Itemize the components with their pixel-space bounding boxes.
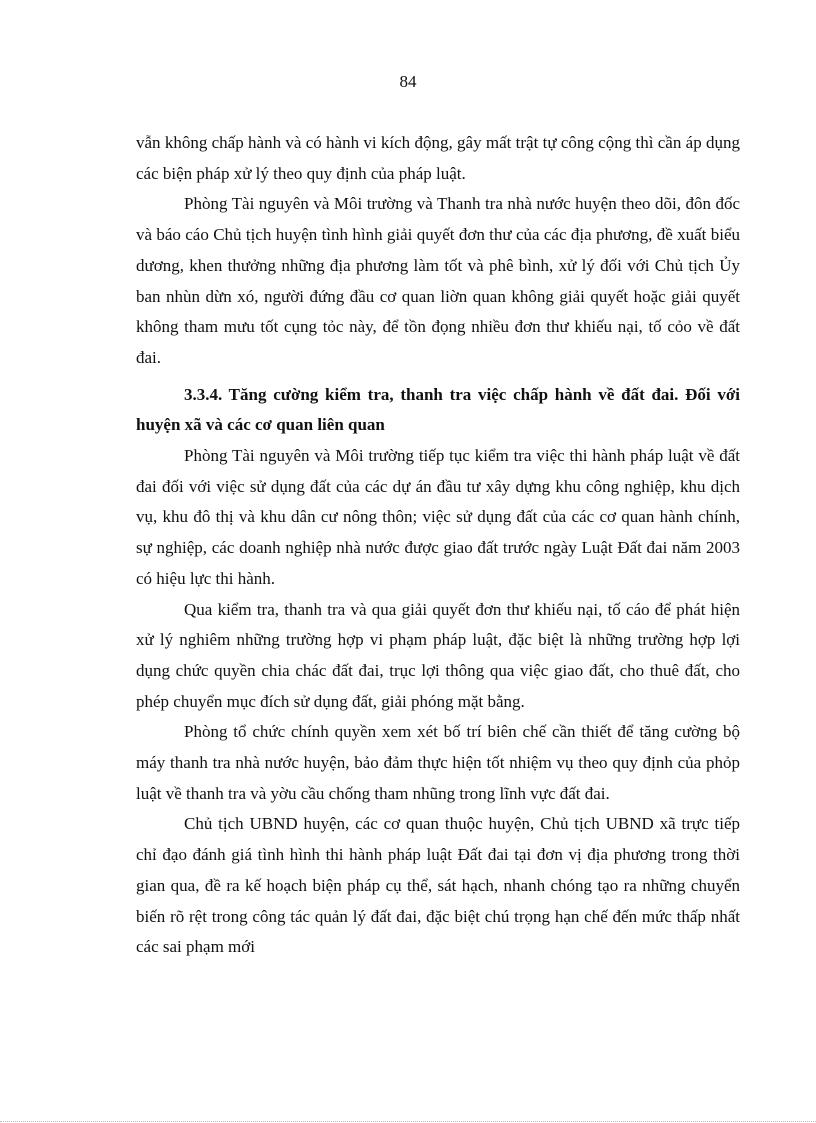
paragraph-violations: Qua kiểm tra, thanh tra và qua giải quyết đơn thư khiếu nại, tố cáo để phát hiện xử lý nghiêm những trường hợp vi phạm pháp luật, đặc biệt là những trường hợp lợi dụng chức quyền chia chác đất đai, trục lợi thông qua việc giao đất, cho thuê đất, cho phép chuyển mục đích sử dụng đất, giải phóng mặt bằng. xyxy=(136,599,740,711)
paragraph-monitoring: Phòng Tài nguyên và Môi trường và Thanh tra nhà nước huyện theo dõi, đôn đốc và báo cáo Chủ tịch huyện tình hình giải quyết đơn thư của các địa phương, đề xuất biểu dương, khen thưởng những địa phương làm tốt và phê bình, xử lý đối với Chủ tịch Ủy ban nhùn dừn xó, người đứng đầu cơ quan liờn quan không giải quyết hoặc giải quyết không tham mưu tốt cụng tỏc này, để tồn đọng nhiều đơn thư khiếu nại, tố cỏo về đất đai. xyxy=(136,194,740,367)
paragraph-continuation: vẫn không chấp hành và có hành vi kích động, gây mất trật tự công cộng thì cần áp dụng các biện pháp xử lý theo quy định của pháp luật. xyxy=(136,133,740,183)
document-body xyxy=(136,128,740,963)
section-heading: 3.3.4. Tăng cường kiểm tra, thanh tra việc chấp hành về đất đai. Đối với huyện xã và các cơ quan liên quan xyxy=(136,384,740,435)
paragraph-inspection: Phòng Tài nguyên và Môi trường tiếp tục kiểm tra việc thi hành pháp luật về đất đai đối với việc sử dụng đất của các dự án đầu tư xây dựng khu công nghiệp, khu dịch vụ, khu đô thị và khu dân cư nông thôn; việc sử dụng đất của các cơ quan hành chính, sự nghiệp, các doanh nghiệp nhà nước được giao đất trước ngày Luật Đất đai năm 2003 có hiệu lực thi hành. xyxy=(136,446,740,588)
page-number: 84 xyxy=(399,72,417,91)
paragraph-staffing: Phòng tổ chức chính quyền xem xét bố trí biên chế cần thiết để tăng cường bộ máy thanh tra nhà nước huyện, bảo đảm thực hiện tốt nhiệm vụ theo quy định của phỏp luật về thanh tra và yờu cầu chống tham nhũng trong lĩnh vực đất đai. xyxy=(136,722,740,803)
page-bottom-divider xyxy=(0,1121,816,1122)
paragraph-direction: Chủ tịch UBND huyện, các cơ quan thuộc huyện, Chủ tịch UBND xã trực tiếp chỉ đạo đánh giá tình hình thi hành pháp luật Đất đai tại đơn vị địa phương trong thời gian qua, đề ra kế hoạch biện pháp cụ thể, sát hạch, nhanh chóng tạo ra những chuyển biến rõ rệt trong công tác quản lý đất đai, đặc biệt chú trọng hạn chế đến mức thấp nhất các sai phạm mới xyxy=(136,814,740,957)
